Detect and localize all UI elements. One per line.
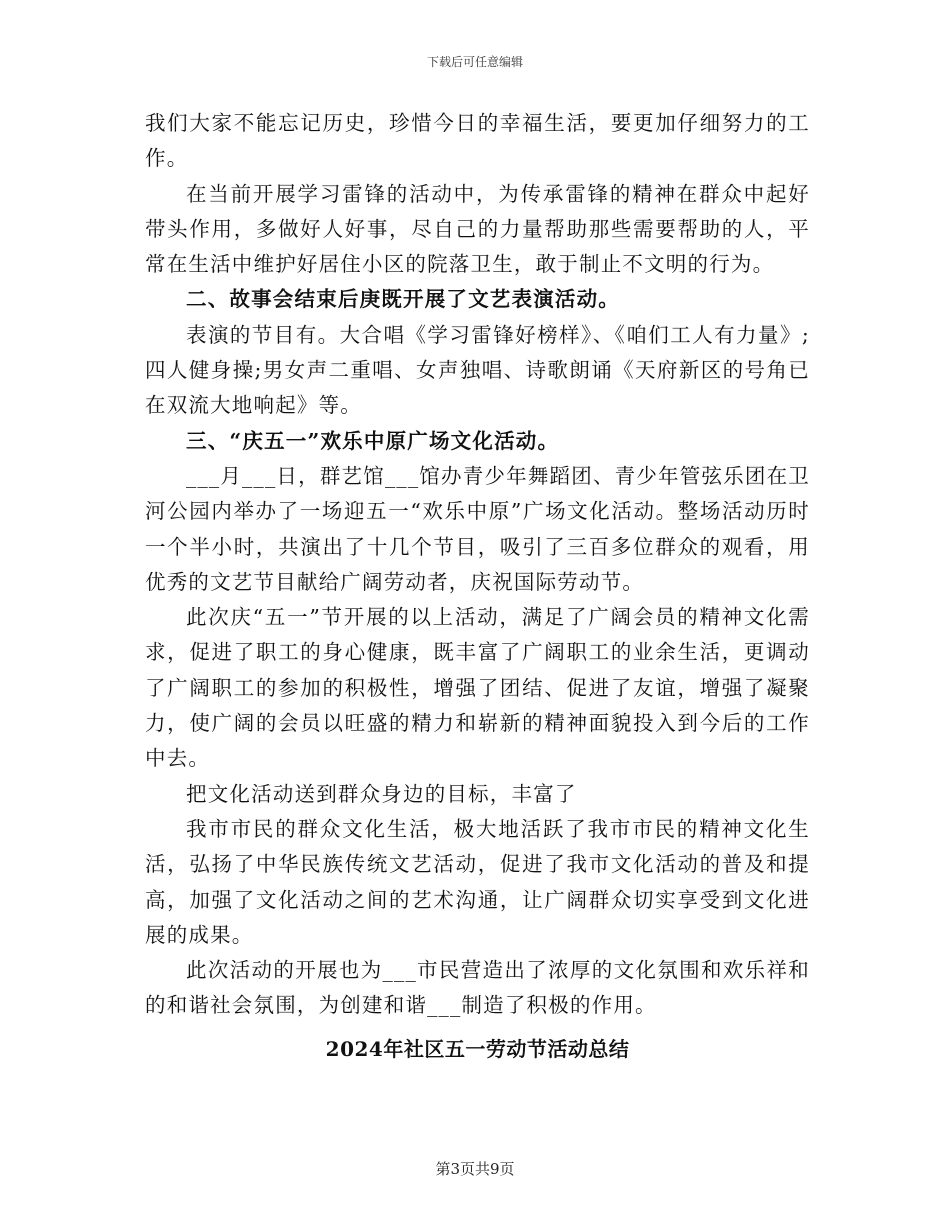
page-header: 下载后可任意编辑 <box>426 55 523 69</box>
paragraph-1: 我们大家不能忘记历史，珍惜今日的幸福生活，要更加仔细努力的工作。 <box>145 111 810 171</box>
paragraph-4: ___月___日，群艺馆___馆办青少年舞蹈团、青少年管弦乐团在卫河公园内举办了一场迎五一“欢乐中原”广场文化活动。整场活动历时一个半小时，共演出了十几个节目，吸引了三百多位群众的观看，用优秀的文艺节目献给广阔劳动者，庆祝国际劳动节。 <box>145 463 810 594</box>
paragraph-6: 把文化活动送到群众身边的目标，丰富了 <box>186 781 577 806</box>
document-body <box>145 106 810 1067</box>
page-number: 第3页共9页 <box>435 1160 515 1178</box>
paragraph-7: 我市市民的群众文化生活，极大地活跃了我市市民的精神文化生活，弘扬了中华民族传统文艺活动，促进了我市文化活动的普及和提高，加强了文化活动之间的艺术沟通，让广阔群众切实享受到文化进展的成果。 <box>145 816 810 947</box>
paragraph-8: 此次活动的开展也为___市民营造出了浓厚的文化氛围和欢乐祥和的和谐社会氛围，为创建和谐___制造了积极的作用。 <box>145 958 810 1018</box>
document-title: 2024年社区五一劳动节活动总结 <box>325 1036 630 1061</box>
section-heading-3: 三、“庆五一”欢乐中原广场文化活动。 <box>186 428 560 453</box>
section-heading-2: 二、故事会结束后庚既开展了文艺表演活动。 <box>186 287 620 312</box>
paragraph-3: 表演的节目有。大合唱《学习雷锋好榜样》、《咱们工人有力量》;四人健身操;男女声二重唱、女声独唱、诗歌朗诵《天府新区的号角已在双流大地响起》等。 <box>145 322 810 418</box>
paragraph-2: 在当前开展学习雷锋的活动中，为传承雷锋的精神在群众中起好带头作用，多做好人好事，尽自己的力量帮助那些需要帮助的人，平常在生活中维护好居住小区的院落卫生，敢于制止不文明的行为。 <box>145 181 810 277</box>
paragraph-5: 此次庆“五一”节开展的以上活动，满足了广阔会员的精神文化需求，促进了职工的身心健康，既丰富了广阔职工的业余生活，更调动了广阔职工的参加的积极性，增强了团结、促进了友谊，增强了凝聚力，使广阔的会员以旺盛的精力和崭新的精神面貌投入到今后的工作中去。 <box>145 605 810 771</box>
